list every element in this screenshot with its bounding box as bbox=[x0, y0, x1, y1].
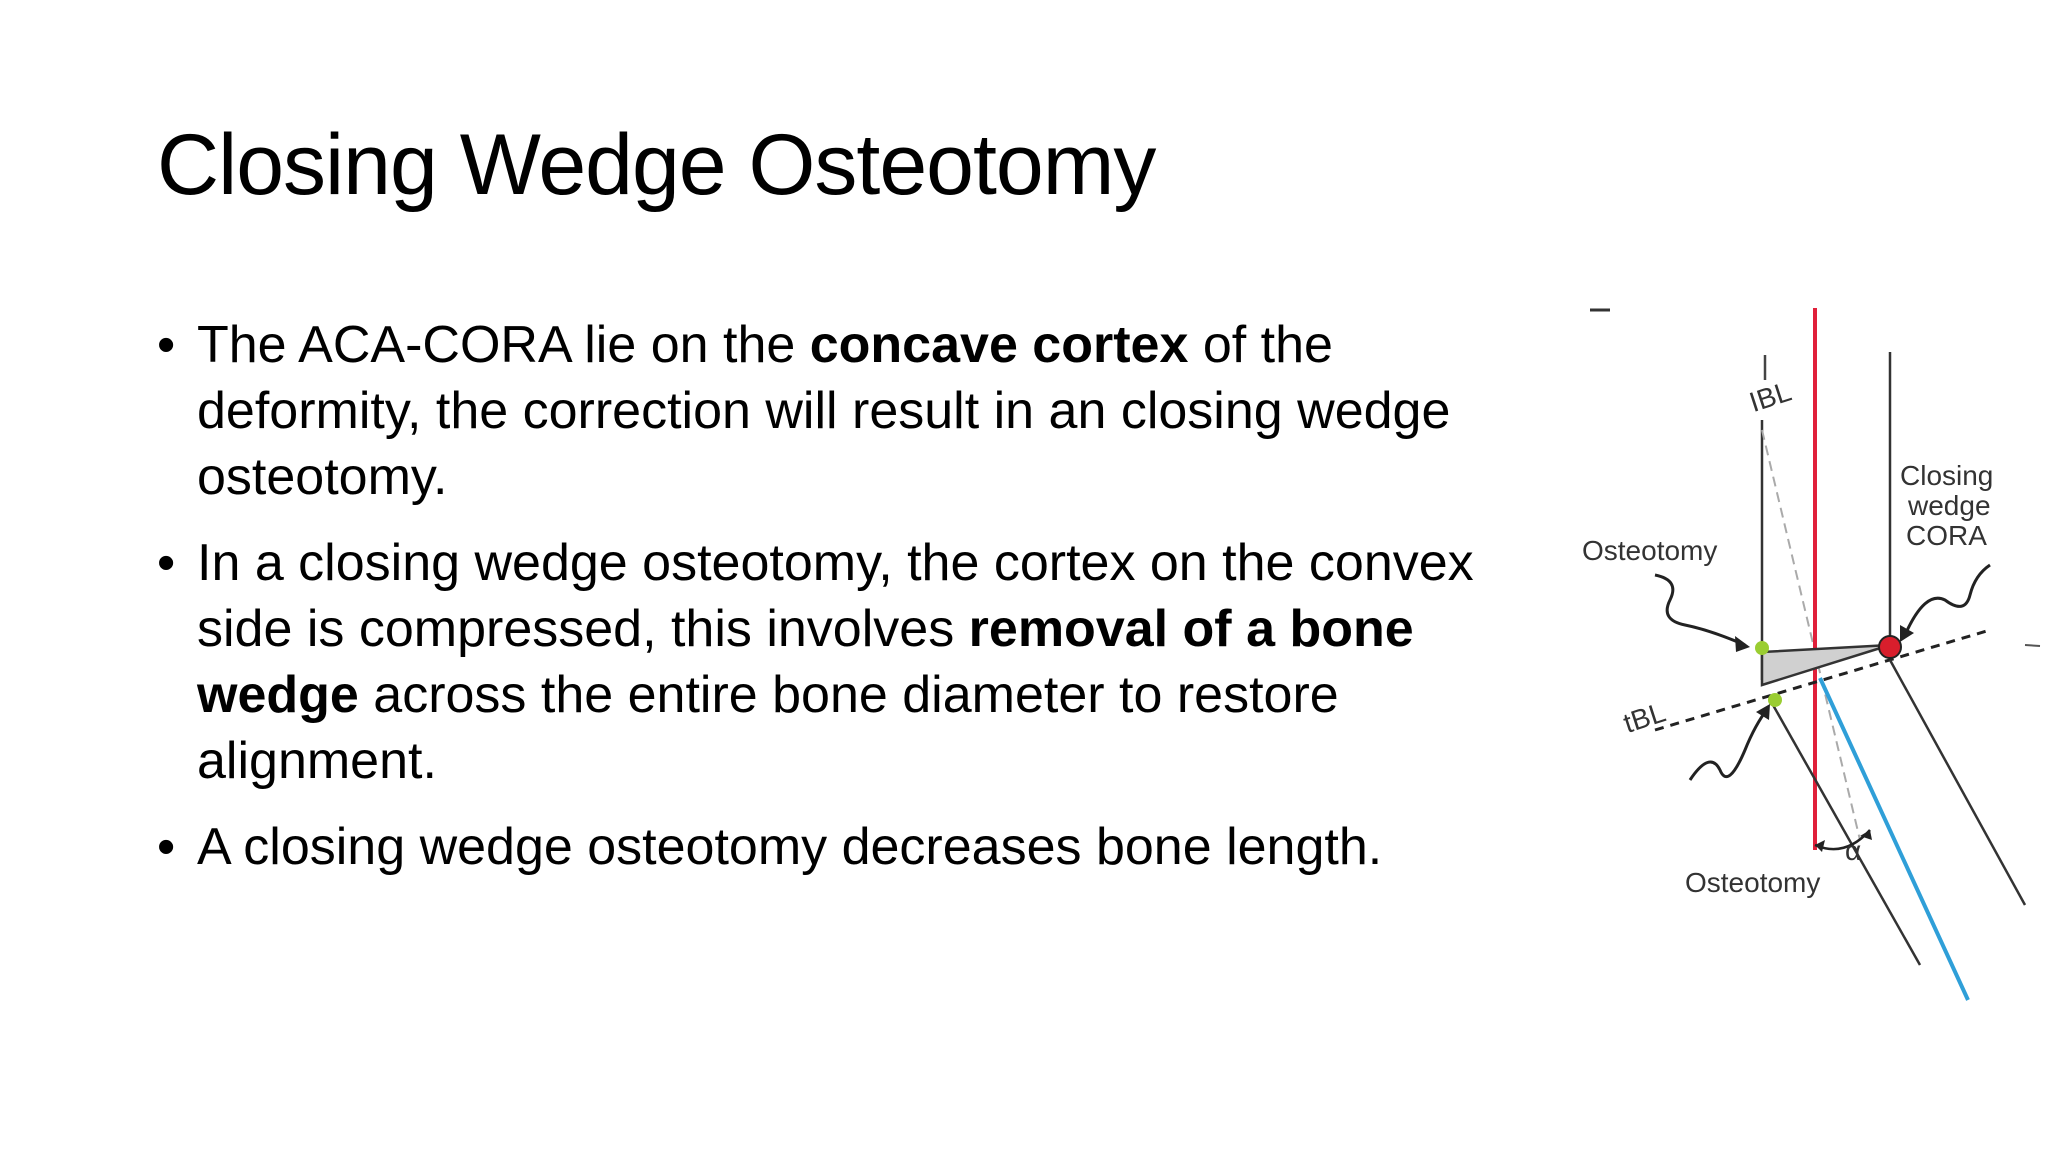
bullet-text: In a closing wedge osteotomy, the cortex on the convex side is compressed, this involves bbox=[197, 534, 1474, 658]
blue-axis-line bbox=[1820, 678, 1968, 1000]
cora-arrow bbox=[1905, 565, 1990, 635]
bullet-dot: • bbox=[157, 316, 176, 374]
bullet-text: The ACA-CORA lie on the bbox=[197, 316, 810, 374]
bullet-dot: • bbox=[157, 818, 176, 876]
wedge-label: wedge bbox=[1908, 490, 1991, 521]
bullet-dot: • bbox=[157, 534, 176, 592]
alpha-label: α bbox=[1845, 835, 1862, 866]
osteotomy-diagram bbox=[1570, 300, 2048, 1020]
distal-right-cortex bbox=[1890, 660, 2025, 905]
slide-title: Closing Wedge Osteotomy bbox=[157, 117, 1156, 213]
bullet-list bbox=[157, 312, 1517, 900]
bullet-text: of the deformity, the correction will result in an closing wedge osteotomy. bbox=[197, 316, 1451, 506]
bullet-bold-text: concave cortex bbox=[809, 316, 1189, 374]
bullet-text: across the entire bone diameter to restore alignment. bbox=[197, 666, 1339, 790]
bullet-bold-text: removal of a bone wedge bbox=[197, 600, 1414, 724]
bullet-item bbox=[157, 312, 1517, 510]
bullet-item bbox=[157, 530, 1517, 794]
osteotomy-arrow-bottom bbox=[1690, 708, 1768, 780]
cora-point bbox=[1879, 636, 1901, 658]
osteotomy-arrow-top bbox=[1655, 575, 1745, 645]
osteotomy-point-bottom bbox=[1768, 693, 1782, 707]
closing-label: Closing bbox=[1900, 460, 1994, 491]
bullet-text: A closing wedge osteotomy decreases bone length. bbox=[197, 818, 1383, 876]
osteotomy-label-top: Osteotomy bbox=[1582, 535, 1718, 566]
osteotomy-point-top bbox=[1755, 641, 1769, 655]
ibl-label: IBL bbox=[1745, 375, 1796, 418]
edge-mark bbox=[2025, 645, 2040, 646]
cora-label: CORA bbox=[1906, 520, 1987, 551]
ibl-dashed-line bbox=[1762, 430, 1860, 840]
osteotomy-diagram-svg bbox=[1570, 300, 2048, 1020]
osteotomy-label-bottom: Osteotomy bbox=[1685, 867, 1821, 898]
arrowhead bbox=[1735, 636, 1750, 652]
tbl-label: tBL bbox=[1619, 696, 1670, 739]
bullet-item bbox=[157, 814, 1517, 880]
